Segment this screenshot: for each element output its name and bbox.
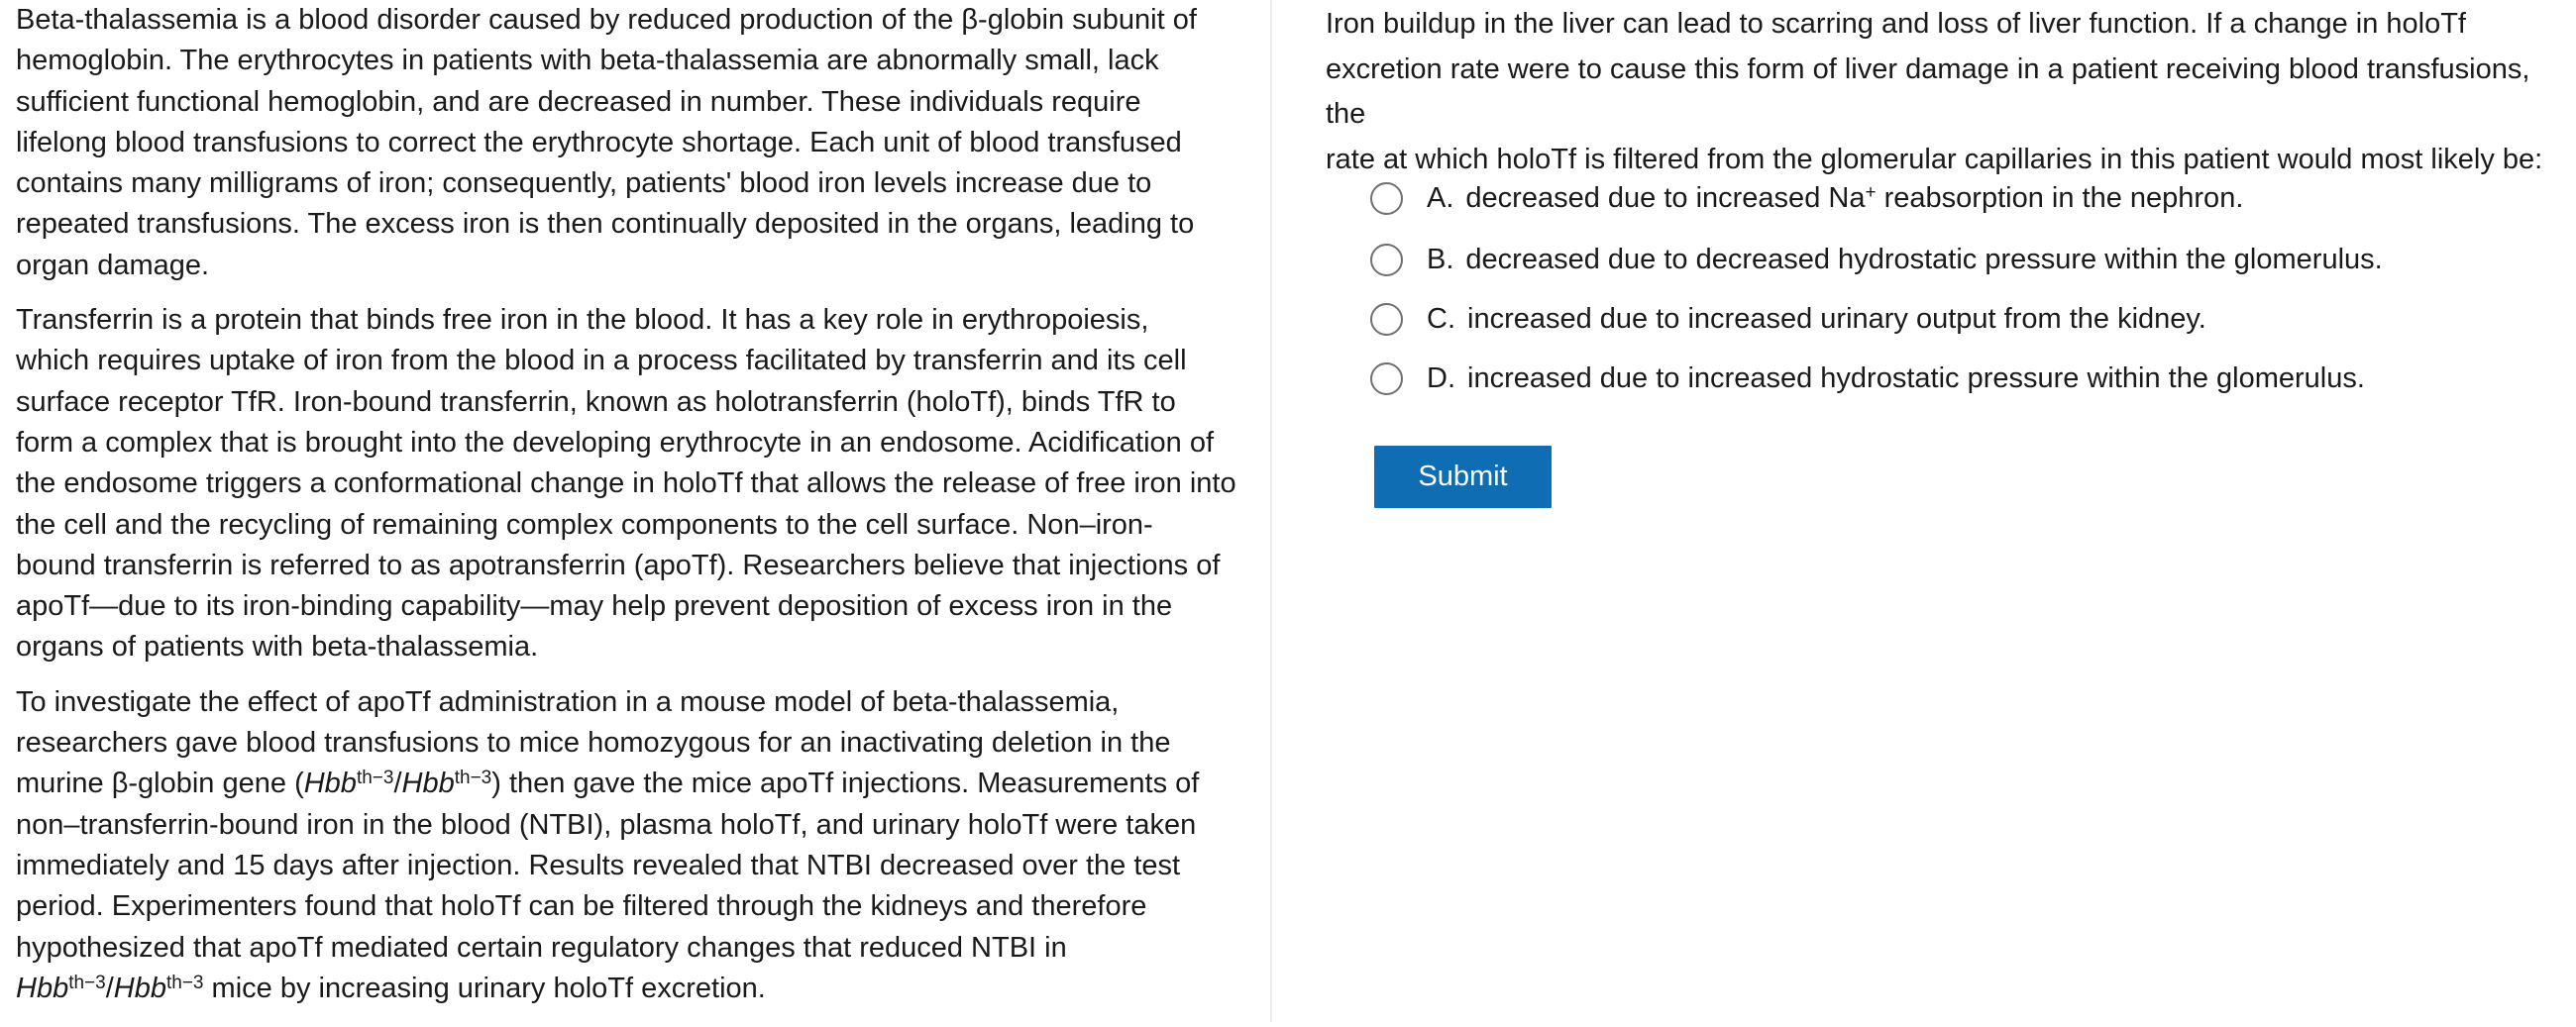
radio-button[interactable] (1370, 182, 1403, 215)
gene-symbol: Hbb (401, 768, 455, 800)
passage-paragraph-2: Transferrin is a protein that binds free iron in the blood. It has a key role in erythropoiesis, which requires uptake of iron from the blood in a process facilitated by transferrin and its cell surface receptor TfR. Iron-bound transferrin, known as holotransferrin (holoTf), binds TfR to form a complex that is brought into the developing erythrocyte in an endosome. Acidification of the endosome triggers a conformational change in holoTf that allows the release of free iron into the cell and the recycling of remaining complex components to the cell surface. Non–iron- bound transferrin is referred to as apotransferrin (apoTf). Researchers believe that injections of apoTf—due to its iron-binding capability—may help prevent deposition of excess iron in the organs of patients with beta-thalassemia. (16, 304, 1236, 664)
radio-button[interactable] (1370, 362, 1403, 395)
option-letter: D. (1427, 361, 1455, 394)
answer-option-a[interactable] (1370, 178, 2243, 218)
passage-panel (16, 0, 1254, 1027)
option-text: increased due to increased hydrostatic pressure within the glomerulus. (1467, 361, 2365, 394)
answer-option-d[interactable] (1370, 359, 2365, 398)
option-text: decreased due to decreased hydrostatic pressure within the glomerulus. (1465, 243, 2383, 275)
option-letter: C. (1427, 302, 1455, 335)
answer-option-b[interactable] (1370, 240, 2383, 279)
option-letter: A. (1427, 181, 1454, 214)
option-letter: B. (1427, 243, 1454, 275)
option-text: increased due to increased urinary output from the kidney. (1467, 302, 2206, 335)
passage-paragraph-3: To investigate the effect of apoTf administration in a mouse model of beta-thalassemia, researchers gave blood transfusions to mice homozygous for an inactivating deletion in the murine β-globin gene (Hbb$^{th-3}$/Hbb$^{th-3}$) then gave the mice apoTf injections. Measurements of non–transferrin-bound iron in the blood (NTBI), plasma holoTf, and urinary holoTf were taken immediately and 15 days after injection. Results revealed that NTBI decreased over the test period. Experimenters found that holoTf can be filtered through the kidneys and therefore hypothesized that apoTf mediated certain regulatory changes that reduced NTBI in Hbb$^{th-3}$/Hbb$^{th-3}$ mice by increasing urinary holoTf excretion. (16, 685, 1200, 1004)
gene-symbol: Hbb (303, 768, 357, 800)
answer-option-c[interactable] (1370, 299, 2206, 339)
submit-button[interactable]: Submit (1374, 446, 1552, 508)
question-stem: Iron buildup in the liver can lead to scarring and loss of liver function. If a change in holoTf excretion rate were to cause this form of liver damage in a patient receiving blood transfusions, the rate at which holoTf is filtered from the glomerular capillaries in this patient would most likely be: (1326, 8, 2543, 175)
radio-button[interactable] (1370, 303, 1403, 336)
option-text: decreased due to increased Na+ reabsorption in the nephron. (1465, 181, 2244, 214)
passage-paragraph-1: Beta-thalassemia is a blood disorder caused by reduced production of the β-globin subunit of hemoglobin. The erythrocytes in patients with beta-thalassemia are abnormally small, lack sufficient functional hemoglobin, and are decreased in number. These individuals require lifelong blood transfusions to correct the erythrocyte shortage. Each unit of blood transfused contains many milligrams of iron; consequently, patients' blood iron levels increase due to repeated transfusions. The excess iron is then continually deposited in the organs, leading to organ damage. (16, 4, 1197, 281)
gene-symbol: Hbb (16, 972, 69, 1004)
gene-symbol: Hbb (113, 972, 166, 1004)
panel-divider (1270, 0, 1272, 1022)
radio-button[interactable] (1370, 244, 1403, 276)
